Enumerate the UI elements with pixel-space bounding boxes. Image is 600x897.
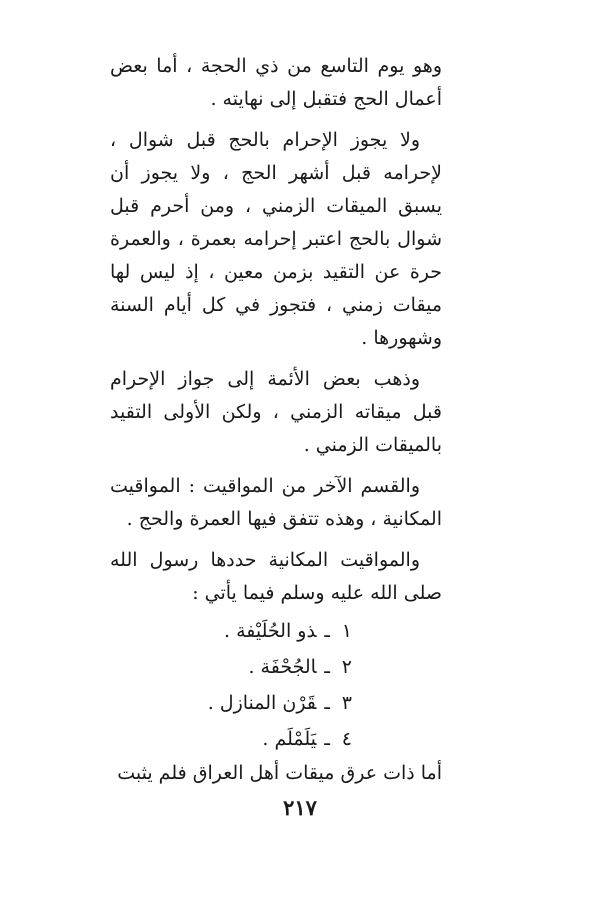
list-item-dash: ـ <box>324 728 330 750</box>
list-item-dash: ـ <box>324 656 330 678</box>
list-item-text: ذو الحُلَيْفة . <box>224 620 317 642</box>
list-item-text: قَرْن المنازل . <box>207 692 317 714</box>
list-item-number: ٣ <box>341 692 352 714</box>
paragraph-5: والمواقيت المكانية حددها رسول الله صلى الله عليه وسلم فيما يأتي : <box>110 549 442 604</box>
list-item-text: يَلَمْلَم . <box>262 728 317 750</box>
closing-line: أما ذات عرق ميقات أهل العراق فلم يثبت <box>117 762 442 784</box>
list-item <box>110 685 442 721</box>
miqat-list <box>110 613 442 757</box>
list-item-number: ١ <box>341 620 352 642</box>
page-body <box>110 50 442 790</box>
list-item-dash: ـ <box>324 620 330 642</box>
page-number: ٢١٧ <box>283 795 317 820</box>
list-item <box>110 613 442 649</box>
list-item <box>110 721 442 757</box>
paragraph-1: وهو يوم التاسع من ذي الحجة ، أما بعض أعمال الحج فتقبل إلى نهايته . <box>110 55 442 110</box>
list-item <box>110 649 442 685</box>
list-item-number: ٢ <box>341 656 352 678</box>
paragraph-3: وذهب بعض الأئمة إلى جواز الإحرام قبل ميقاته الزمني ، ولكن الأولى التقيد بالميقات الزمني . <box>110 368 442 456</box>
paragraph-2: ولا يجوز الإحرام بالحج قبل شوال ، لإحرامه قبل أشهر الحج ، ولا يجوز أن يسبق الميقات الزمني ، ومن أحرم قبل شوال بالحج اعتبر إحرامه بعمرة ، والعمرة حرة عن التقيد بزمن معين ، إذ ليس لها ميقات زمني ، فتجوز في كل أيام السنة وشهورها . <box>110 129 442 349</box>
list-item-number: ٤ <box>341 728 352 750</box>
paragraph-4: والقسم الآخر من المواقيت : المواقيت المكانية ، وهذه تتفق فيها العمرة والحج . <box>110 475 442 530</box>
list-item-text: الجُحْفَة . <box>248 656 317 678</box>
list-item-dash: ـ <box>324 692 330 714</box>
